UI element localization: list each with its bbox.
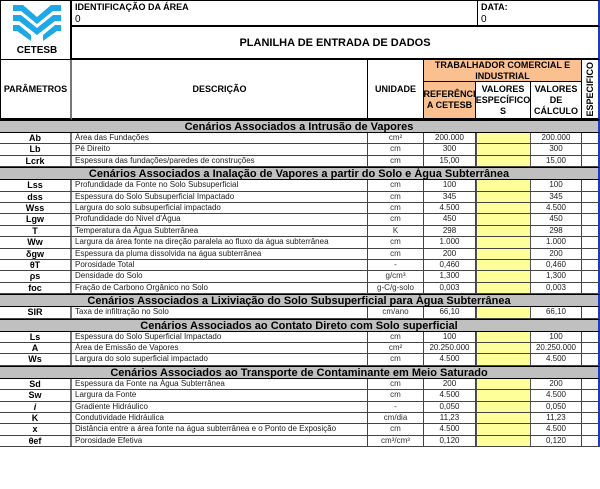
especifico-cell — [582, 237, 598, 247]
description-cell: Área de Emissão de Vapores — [72, 343, 368, 353]
section-header: Cenários Associados a Inalação de Vapores a partir do Solo e Água Subterrânea — [0, 167, 600, 180]
unit-cell: g-C/g-solo — [368, 283, 424, 293]
param-cell: δgw — [0, 249, 72, 259]
reference-value-cell: 300 — [424, 144, 476, 154]
especifico-cell — [582, 214, 598, 224]
section-header: Cenários Associados ao Contato Direto com Solo superficial — [0, 319, 600, 332]
description-cell: Temperatura da Água Subterrânea — [72, 226, 368, 236]
page-title: PLANILHA DE ENTRADA DE DADOS — [239, 37, 431, 49]
table-row — [0, 390, 600, 401]
table-row — [0, 402, 600, 413]
specific-value-input[interactable] — [476, 180, 531, 190]
reference-value-cell: 0,120 — [424, 436, 476, 446]
unit-cell: cm/ano — [368, 307, 424, 317]
param-cell: ρs — [0, 271, 72, 281]
reference-value-cell: 200 — [424, 249, 476, 259]
calculated-value-cell: 4.500 — [531, 424, 582, 434]
unit-cell: cm/dia — [368, 413, 424, 423]
especifico-cell — [582, 226, 598, 236]
reference-value-cell: 0,460 — [424, 260, 476, 270]
reference-value-cell: 15,00 — [424, 156, 476, 166]
description-cell: Espessura do Solo Subsuperficial Impactado — [72, 192, 368, 202]
calculated-value-cell: 200.000 — [531, 133, 582, 143]
description-cell: Espessura das fundações/paredes de construções — [72, 156, 368, 166]
unit-cell: cm² — [368, 343, 424, 353]
table-row — [0, 379, 600, 390]
specific-value-input[interactable] — [476, 343, 531, 353]
param-cell: Lgw — [0, 214, 72, 224]
col-header-calculo: VALORES DE CÁLCULO — [531, 82, 582, 120]
calculated-value-cell: 450 — [531, 214, 582, 224]
reference-value-cell: 0,003 — [424, 283, 476, 293]
calculated-value-cell: 100 — [531, 332, 582, 342]
especifico-cell — [582, 203, 598, 213]
col-header-referencia: REFERÊNCI A CETESB — [424, 82, 476, 120]
description-cell: Largura do solo subsuperficial impactado — [72, 203, 368, 213]
description-cell: Condutividade Hidráulica — [72, 413, 368, 423]
unit-cell: - — [368, 402, 424, 412]
col-header-especifico — [582, 60, 600, 120]
especifico-cell — [582, 402, 598, 412]
param-cell: Sd — [0, 379, 72, 389]
unit-cell: cm — [368, 379, 424, 389]
reference-value-cell: 100 — [424, 180, 476, 190]
unit-cell: K — [368, 226, 424, 236]
param-cell: foc — [0, 283, 72, 293]
unit-cell: g/cm³ — [368, 271, 424, 281]
param-cell: Lb — [0, 144, 72, 154]
description-cell: Profundidade do Nivel d'Água — [72, 214, 368, 224]
reference-value-cell: 1,300 — [424, 271, 476, 281]
reference-value-cell: 200.000 — [424, 133, 476, 143]
table-row — [0, 203, 600, 214]
col-header-especifico-text: ESPECIFICO — [584, 61, 595, 117]
unit-cell: - — [368, 260, 424, 270]
table-row — [0, 436, 600, 447]
description-cell: Porosidade Total — [72, 260, 368, 270]
specific-value-input[interactable] — [476, 436, 531, 446]
especifico-cell — [582, 283, 598, 293]
reference-value-cell: 450 — [424, 214, 476, 224]
reference-value-cell: 0,050 — [424, 402, 476, 412]
table-row — [0, 180, 600, 191]
unit-cell: cm — [368, 249, 424, 259]
unit-cell: cm — [368, 156, 424, 166]
specific-value-input[interactable] — [476, 203, 531, 213]
specific-value-input[interactable] — [476, 214, 531, 224]
description-cell: Pé Direito — [72, 144, 368, 154]
param-cell: SIR — [0, 307, 72, 317]
calculated-value-cell: 0,120 — [531, 436, 582, 446]
description-cell: Distância entre a área fonte na água subterrânea e o Ponto de Exposição — [72, 424, 368, 434]
date-label: DATA: — [481, 2, 508, 12]
param-cell: Lss — [0, 180, 72, 190]
especifico-cell — [582, 271, 598, 281]
area-label: IDENTIFICAÇÃO DA ÁREA — [75, 2, 189, 12]
unit-cell: cm — [368, 354, 424, 364]
calculated-value-cell: 11,23 — [531, 413, 582, 423]
specific-value-input[interactable] — [476, 283, 531, 293]
unit-cell: cm — [368, 180, 424, 190]
especifico-cell — [582, 424, 598, 434]
reference-value-cell: 20.250.000 — [424, 343, 476, 353]
param-cell: Lcrk — [0, 156, 72, 166]
specific-value-input[interactable] — [476, 390, 531, 400]
reference-value-cell: 100 — [424, 332, 476, 342]
param-cell: Sw — [0, 390, 72, 400]
section-header: Cenários Associados ao Transporte de Contaminante em Meio Saturado — [0, 366, 600, 379]
especifico-cell — [582, 379, 598, 389]
unit-cell: cm — [368, 203, 424, 213]
description-cell: Largura da área fonte na direção paralela ao fluxo da água subterrânea — [72, 237, 368, 247]
especifico-cell — [582, 144, 598, 154]
table-row — [0, 237, 600, 248]
reference-value-cell: 298 — [424, 226, 476, 236]
reference-value-cell: 66,10 — [424, 307, 476, 317]
especifico-cell — [582, 413, 598, 423]
table-row — [0, 192, 600, 203]
unit-cell: cm — [368, 424, 424, 434]
logo-text: CETESB — [16, 45, 58, 56]
table-row — [0, 343, 600, 354]
especifico-cell — [582, 156, 598, 166]
reference-value-cell: 200 — [424, 379, 476, 389]
specific-value-input[interactable] — [476, 192, 531, 202]
table-row — [0, 226, 600, 237]
specific-value-input[interactable] — [476, 332, 531, 342]
param-cell: x — [0, 424, 72, 434]
specific-value-input[interactable] — [476, 156, 531, 166]
unit-cell: cm — [368, 332, 424, 342]
calculated-value-cell: 0,460 — [531, 260, 582, 270]
calculated-value-cell: 345 — [531, 192, 582, 202]
unit-cell: cm³/cm³ — [368, 436, 424, 446]
description-cell: Espessura da Fonte na Água Subterrânea — [72, 379, 368, 389]
calculated-value-cell: 1,300 — [531, 271, 582, 281]
specific-value-input[interactable] — [476, 226, 531, 236]
especifico-cell — [582, 133, 598, 143]
description-cell: Espessura do Solo Superficial Impactado — [72, 332, 368, 342]
table-row — [0, 307, 600, 318]
table-row — [0, 283, 600, 294]
calculated-value-cell: 4.500 — [531, 354, 582, 364]
param-cell: Ls — [0, 332, 72, 342]
specific-value-input[interactable] — [476, 402, 531, 412]
col-header-parametros: PARÂMETROS — [0, 60, 72, 120]
calculated-value-cell: 0,050 — [531, 402, 582, 412]
unit-cell: cm — [368, 237, 424, 247]
table-row — [0, 144, 600, 155]
param-cell: K — [0, 413, 72, 423]
table-row — [0, 156, 600, 167]
specific-value-input[interactable] — [476, 271, 531, 281]
description-cell: Espessura da pluma dissolvida na água subterrânea — [72, 249, 368, 259]
reference-value-cell: 4.500 — [424, 390, 476, 400]
table-row — [0, 424, 600, 435]
specific-value-input[interactable] — [476, 144, 531, 154]
param-cell: Wss — [0, 203, 72, 213]
table-row — [0, 214, 600, 225]
unit-cell: cm — [368, 390, 424, 400]
description-cell: Gradiente Hidráulico — [72, 402, 368, 412]
calculated-value-cell: 300 — [531, 144, 582, 154]
calculated-value-cell: 4.500 — [531, 203, 582, 213]
calculated-value-cell: 200 — [531, 249, 582, 259]
col-header-group: TRABALHADOR COMERCIAL E INDUSTRIAL — [424, 60, 582, 82]
reference-value-cell: 4.500 — [424, 203, 476, 213]
cetesb-logo-icon — [13, 5, 61, 45]
param-cell: T — [0, 226, 72, 236]
specific-value-input[interactable] — [476, 379, 531, 389]
col-header-descricao: DESCRIÇÃO — [72, 60, 368, 120]
reference-value-cell: 1.000 — [424, 237, 476, 247]
section-header: Cenários Associados a Intrusão de Vapores — [0, 120, 600, 133]
specific-value-input[interactable] — [476, 413, 531, 423]
description-cell: Profundidade da Fonte no Solo Subsuperficial — [72, 180, 368, 190]
table-row — [0, 271, 600, 282]
col-header-unidade: UNIDADE — [368, 60, 424, 120]
calculated-value-cell: 0,003 — [531, 283, 582, 293]
calculated-value-cell: 4.500 — [531, 390, 582, 400]
description-cell: Largura do solo superficial impactado — [72, 354, 368, 364]
section-header: Cenários Associados a Lixiviação do Solo Subsuperficial para Água Subterrânea — [0, 294, 600, 307]
specific-value-input[interactable] — [476, 249, 531, 259]
table-row — [0, 354, 600, 365]
reference-value-cell: 345 — [424, 192, 476, 202]
especifico-cell — [582, 180, 598, 190]
param-cell: dss — [0, 192, 72, 202]
param-cell: Ws — [0, 354, 72, 364]
col-header-especificos: VALORES ESPECÍFICO S — [476, 82, 531, 120]
unit-cell: cm — [368, 214, 424, 224]
especifico-cell — [582, 192, 598, 202]
specific-value-input[interactable] — [476, 354, 531, 364]
table-row — [0, 413, 600, 424]
param-cell: Ab — [0, 133, 72, 143]
especifico-cell — [582, 343, 598, 353]
unit-cell: cm — [368, 144, 424, 154]
especifico-cell — [582, 332, 598, 342]
area-value[interactable]: 0 — [75, 14, 81, 25]
description-cell: Porosidade Efetiva — [72, 436, 368, 446]
especifico-cell — [582, 260, 598, 270]
calculated-value-cell: 200 — [531, 379, 582, 389]
reference-value-cell: 4.500 — [424, 354, 476, 364]
especifico-cell — [582, 307, 598, 317]
param-cell: θef — [0, 436, 72, 446]
cetesb-logo — [0, 0, 72, 60]
title-box — [72, 27, 600, 60]
unit-cell: cm — [368, 192, 424, 202]
calculated-value-cell: 1.000 — [531, 237, 582, 247]
especifico-cell — [582, 354, 598, 364]
calculated-value-cell: 100 — [531, 180, 582, 190]
calculated-value-cell: 298 — [531, 226, 582, 236]
reference-value-cell: 11,23 — [424, 413, 476, 423]
reference-value-cell: 4.500 — [424, 424, 476, 434]
description-cell: Fração de Carbono Orgânico no Solo — [72, 283, 368, 293]
param-cell: Ww — [0, 237, 72, 247]
specific-value-input[interactable] — [476, 260, 531, 270]
area-identification — [72, 0, 477, 27]
calculated-value-cell: 15,00 — [531, 156, 582, 166]
date-value[interactable]: 0 — [481, 14, 487, 25]
date-box — [477, 0, 600, 27]
table-row — [0, 260, 600, 271]
specific-value-input[interactable] — [476, 307, 531, 317]
description-cell: Largura da Fonte — [72, 390, 368, 400]
param-cell: i — [0, 402, 72, 412]
table-row — [0, 332, 600, 343]
param-cell: θT — [0, 260, 72, 270]
description-cell: Área das Fundações — [72, 133, 368, 143]
specific-value-input[interactable] — [476, 133, 531, 143]
calculated-value-cell: 66,10 — [531, 307, 582, 317]
specific-value-input[interactable] — [476, 237, 531, 247]
especifico-cell — [582, 390, 598, 400]
calculated-value-cell: 20.250.000 — [531, 343, 582, 353]
unit-cell: cm² — [368, 133, 424, 143]
param-cell: A — [0, 343, 72, 353]
especifico-cell — [582, 249, 598, 259]
description-cell: Taxa de infiltração no Solo — [72, 307, 368, 317]
especifico-cell — [582, 436, 598, 446]
description-cell: Densidade do Solo — [72, 271, 368, 281]
specific-value-input[interactable] — [476, 424, 531, 434]
table-row — [0, 249, 600, 260]
table-row — [0, 133, 600, 144]
